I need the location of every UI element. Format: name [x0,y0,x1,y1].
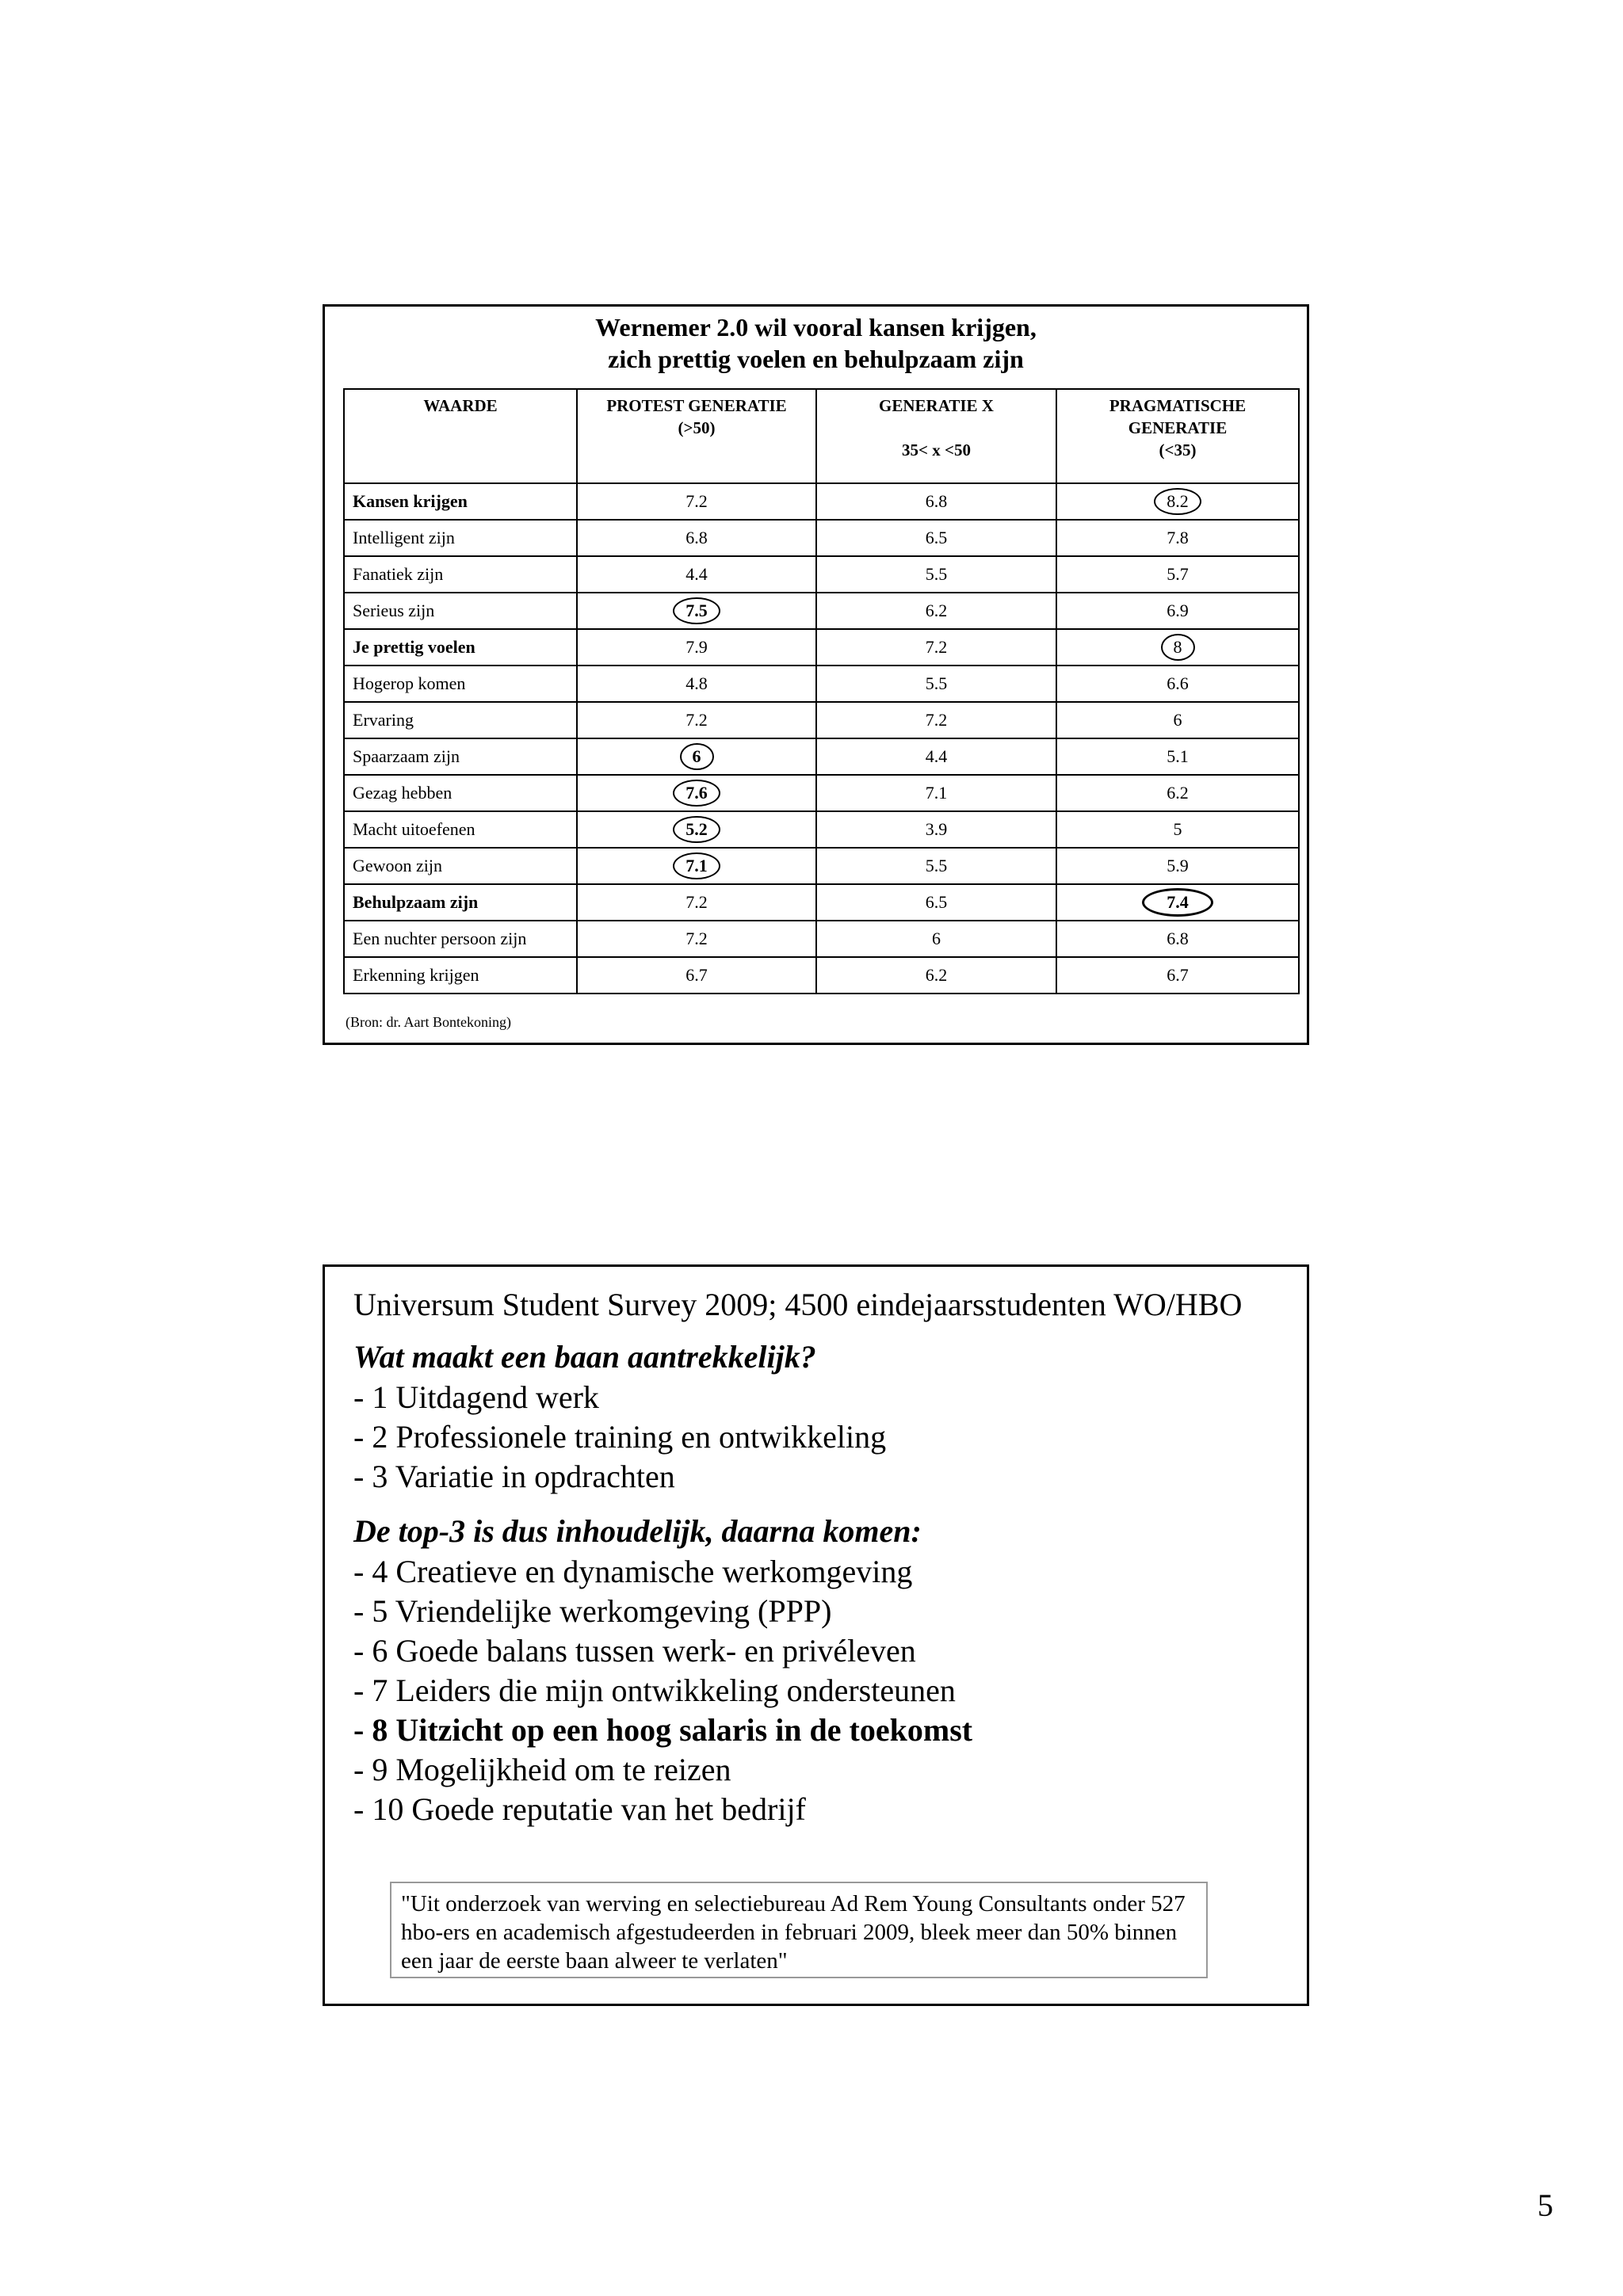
cell-protest: 4.8 [577,666,816,702]
row-label: Gezag hebben [344,775,577,811]
cell-pragmatisch: 5.1 [1056,738,1299,775]
cell-generatie-x: 4.4 [816,738,1056,775]
cell-pragmatisch: 6.9 [1056,593,1299,629]
cell-protest: 7.2 [577,702,816,738]
cell-generatie-x: 7.2 [816,629,1056,666]
table-row [344,738,1299,775]
table-row [344,775,1299,811]
cell-pragmatisch [1056,629,1299,666]
circled-value: 7.5 [673,597,720,624]
cell-protest [577,811,816,848]
page-number: 5 [1537,2187,1553,2223]
rest-list [353,1552,1291,1829]
cell-pragmatisch: 5.9 [1056,848,1299,884]
cell-pragmatisch: 7.8 [1056,520,1299,556]
cell-protest [577,848,816,884]
row-label: Intelligent zijn [344,520,577,556]
cell-generatie-x: 6.2 [816,957,1056,994]
list-item: - 1 Uitdagend werk [353,1379,599,1415]
table-header-row [344,389,1299,483]
row-label: Een nuchter persoon zijn [344,921,577,957]
top3-list [353,1378,1291,1497]
cell-pragmatisch: 6.6 [1056,666,1299,702]
cell-generatie-x: 5.5 [816,848,1056,884]
table-row [344,921,1299,957]
row-label: Kansen krijgen [344,483,577,520]
cell-protest: 7.2 [577,921,816,957]
cell-protest [577,738,816,775]
row-label: Erkenning krijgen [344,957,577,994]
table-row [344,848,1299,884]
header-generatie-x: GENERATIE X 35< x <50 [816,389,1056,483]
title-line-1: Wernemer 2.0 wil vooral kansen krijgen, [595,313,1037,341]
slide-title [325,311,1307,375]
cell-generatie-x: 3.9 [816,811,1056,848]
table-row [344,556,1299,593]
list-item: - 4 Creatieve en dynamische werkomgeving [353,1554,913,1589]
table-row [344,483,1299,520]
row-label: Ervaring [344,702,577,738]
title-line-2: zich prettig voelen en behulpzaam zijn [608,345,1024,373]
header-protest-generatie: PROTEST GENERATIE (>50) [577,389,816,483]
question-heading: Wat maakt een baan aantrekkelijk? [353,1339,816,1375]
circled-value: 7.1 [673,852,720,879]
values-table [343,388,1300,994]
list-item: - 10 Goede reputatie van het bedrijf [353,1791,806,1827]
cell-protest: 7.2 [577,483,816,520]
circled-value: 5.2 [673,816,720,843]
list-item: - 7 Leiders die mijn ontwikkeling ondersteunen [353,1672,956,1708]
subheading: De top-3 is dus inhoudelijk, daarna komen: [353,1513,922,1549]
cell-protest: 6.7 [577,957,816,994]
cell-protest: 4.4 [577,556,816,593]
slide-student-survey [323,1264,1309,2006]
cell-pragmatisch: 6.7 [1056,957,1299,994]
table-row [344,629,1299,666]
table-row [344,520,1299,556]
cell-protest: 7.9 [577,629,816,666]
slide-title: Universum Student Survey 2009; 4500 eindejaarsstudenten WO/HBO [353,1287,1243,1322]
list-item: - 6 Goede balans tussen werk- en privéleven [353,1633,916,1669]
cell-pragmatisch [1056,884,1299,921]
header-waarde: WAARDE [344,389,577,483]
list-item: - 2 Professionele training en ontwikkeling [353,1419,887,1455]
cell-pragmatisch: 6 [1056,702,1299,738]
cell-generatie-x: 5.5 [816,666,1056,702]
table-row [344,666,1299,702]
circled-value: 6 [680,743,714,770]
row-label: Fanatiek zijn [344,556,577,593]
cell-generatie-x: 6.2 [816,593,1056,629]
cell-pragmatisch: 5.7 [1056,556,1299,593]
row-label: Hogerop komen [344,666,577,702]
slide-content [353,1284,1291,1829]
list-item: - 9 Mogelijkheid om te reizen [353,1752,731,1787]
source-note: (Bron: dr. Aart Bontekoning) [346,1014,511,1030]
row-label: Spaarzaam zijn [344,738,577,775]
circled-value: 8.2 [1154,488,1201,515]
cell-generatie-x: 6.5 [816,884,1056,921]
cell-generatie-x: 6 [816,921,1056,957]
circled-value: 7.4 [1142,888,1213,917]
row-label: Macht uitoefenen [344,811,577,848]
cell-generatie-x: 5.5 [816,556,1056,593]
cell-pragmatisch: 6.2 [1056,775,1299,811]
cell-pragmatisch: 6.8 [1056,921,1299,957]
cell-generatie-x: 6.5 [816,520,1056,556]
circled-value: 8 [1161,634,1195,661]
circled-value: 7.6 [673,780,720,807]
table-row [344,811,1299,848]
cell-protest [577,593,816,629]
list-item: - 5 Vriendelijke werkomgeving (PPP) [353,1593,832,1629]
row-label: Gewoon zijn [344,848,577,884]
cell-generatie-x: 6.8 [816,483,1056,520]
table-row [344,884,1299,921]
table-row [344,702,1299,738]
header-pragmatische-generatie: PRAGMATISCHE GENERATIE (<35) [1056,389,1299,483]
row-label: Behulpzaam zijn [344,884,577,921]
quote-box: "Uit onderzoek van werving en selectiebureau Ad Rem Young Consultants onder 527 hbo-ers en academisch afgestudeerden in februari 2009, bleek meer dan 50% binnen een jaar de eerste baan alweer te verlaten" [390,1882,1208,1978]
cell-pragmatisch [1056,483,1299,520]
cell-generatie-x: 7.2 [816,702,1056,738]
cell-protest [577,775,816,811]
cell-pragmatisch: 5 [1056,811,1299,848]
list-item-highlight: - 8 Uitzicht op een hoog salaris in de toekomst [353,1712,973,1748]
cell-protest: 7.2 [577,884,816,921]
list-item: - 3 Variatie in opdrachten [353,1459,675,1494]
row-label: Serieus zijn [344,593,577,629]
cell-generatie-x: 7.1 [816,775,1056,811]
table-row [344,593,1299,629]
cell-protest: 6.8 [577,520,816,556]
table-row [344,957,1299,994]
row-label: Je prettig voelen [344,629,577,666]
slide-values-table [323,304,1309,1045]
